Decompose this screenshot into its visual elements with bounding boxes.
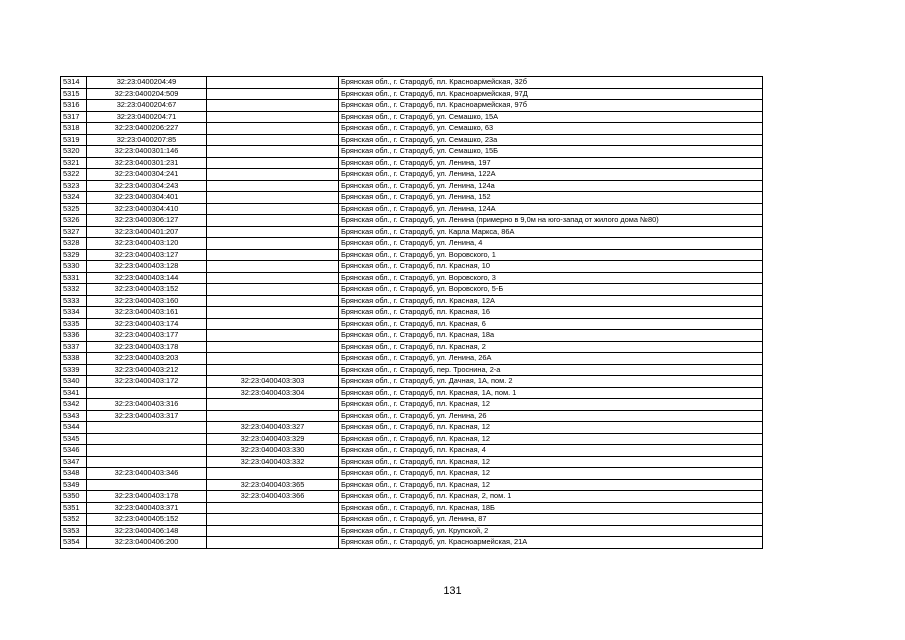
table-row xyxy=(61,341,763,353)
address-cell: Брянская обл., г. Стародуб, ул. Ленина, 152 xyxy=(339,192,763,204)
premises-cadastral-number-cell xyxy=(207,238,339,250)
table-row xyxy=(61,261,763,273)
row-number-cell: 5344 xyxy=(61,422,87,434)
premises-cadastral-number-cell xyxy=(207,502,339,514)
cadastral-number-cell: 32:23:0400204:71 xyxy=(87,111,207,123)
premises-cadastral-number-cell: 32:23:0400403:304 xyxy=(207,387,339,399)
premises-cadastral-number-cell: 32:23:0400403:303 xyxy=(207,376,339,388)
table-row xyxy=(61,479,763,491)
table-row xyxy=(61,169,763,181)
row-number-cell: 5321 xyxy=(61,157,87,169)
address-cell: Брянская обл., г. Стародуб, пл. Красная, 2, пом. 1 xyxy=(339,491,763,503)
row-number-cell: 5333 xyxy=(61,295,87,307)
premises-cadastral-number-cell xyxy=(207,111,339,123)
address-cell: Брянская обл., г. Стародуб, ул. Ленина, 122А xyxy=(339,169,763,181)
table-row xyxy=(61,192,763,204)
row-number-cell: 5352 xyxy=(61,514,87,526)
table-row xyxy=(61,77,763,89)
premises-cadastral-number-cell: 32:23:0400403:366 xyxy=(207,491,339,503)
row-number-cell: 5315 xyxy=(61,88,87,100)
address-cell: Брянская обл., г. Стародуб, ул. Воровского, 5-Б xyxy=(339,284,763,296)
premises-cadastral-number-cell xyxy=(207,249,339,261)
cadastral-number-cell: 32:23:0400403:120 xyxy=(87,238,207,250)
premises-cadastral-number-cell: 32:23:0400403:327 xyxy=(207,422,339,434)
table-row xyxy=(61,134,763,146)
table-row xyxy=(61,468,763,480)
cadastral-number-cell: 32:23:0400403:346 xyxy=(87,468,207,480)
row-number-cell: 5353 xyxy=(61,525,87,537)
premises-cadastral-number-cell xyxy=(207,134,339,146)
premises-cadastral-number-cell xyxy=(207,192,339,204)
address-cell: Брянская обл., г. Стародуб, пер. Троснина, 2-а xyxy=(339,364,763,376)
page-number: 131 xyxy=(443,585,462,597)
premises-cadastral-number-cell xyxy=(207,215,339,227)
row-number-cell: 5340 xyxy=(61,376,87,388)
address-cell: Брянская обл., г. Стародуб, пл. Красная, 12 xyxy=(339,479,763,491)
row-number-cell: 5338 xyxy=(61,353,87,365)
premises-cadastral-number-cell xyxy=(207,514,339,526)
cadastral-number-cell: 32:23:0400403:178 xyxy=(87,491,207,503)
address-cell: Брянская обл., г. Стародуб, пл. Красная, 6 xyxy=(339,318,763,330)
address-cell: Брянская обл., г. Стародуб, пл. Красная, 12 xyxy=(339,433,763,445)
cadastral-number-cell xyxy=(87,445,207,457)
address-cell: Брянская обл., г. Стародуб, ул. Дачная, 1А, пом. 2 xyxy=(339,376,763,388)
table-row xyxy=(61,364,763,376)
premises-cadastral-number-cell xyxy=(207,272,339,284)
cadastral-number-cell: 32:23:0400403:177 xyxy=(87,330,207,342)
premises-cadastral-number-cell xyxy=(207,77,339,89)
address-cell: Брянская обл., г. Стародуб, пл. Красная, 12 xyxy=(339,456,763,468)
table-row xyxy=(61,226,763,238)
cadastral-number-cell: 32:23:0400304:243 xyxy=(87,180,207,192)
cadastral-number-cell: 32:23:0400403:144 xyxy=(87,272,207,284)
address-cell: Брянская обл., г. Стародуб, ул. Воровского, 1 xyxy=(339,249,763,261)
address-cell: Брянская обл., г. Стародуб, пл. Красная, 2 xyxy=(339,341,763,353)
premises-cadastral-number-cell xyxy=(207,284,339,296)
premises-cadastral-number-cell xyxy=(207,525,339,537)
premises-cadastral-number-cell xyxy=(207,341,339,353)
premises-cadastral-number-cell xyxy=(207,295,339,307)
premises-cadastral-number-cell xyxy=(207,146,339,158)
table-row xyxy=(61,433,763,445)
row-number-cell: 5342 xyxy=(61,399,87,411)
address-cell: Брянская обл., г. Стародуб, пл. Красная, 12А xyxy=(339,295,763,307)
row-number-cell: 5346 xyxy=(61,445,87,457)
premises-cadastral-number-cell: 32:23:0400403:365 xyxy=(207,479,339,491)
table-row xyxy=(61,215,763,227)
premises-cadastral-number-cell xyxy=(207,261,339,273)
row-number-cell: 5332 xyxy=(61,284,87,296)
premises-cadastral-number-cell: 32:23:0400403:332 xyxy=(207,456,339,468)
property-registry-table xyxy=(60,76,763,549)
cadastral-number-cell: 32:23:0400206:227 xyxy=(87,123,207,135)
row-number-cell: 5317 xyxy=(61,111,87,123)
row-number-cell: 5324 xyxy=(61,192,87,204)
cadastral-number-cell: 32:23:0400301:231 xyxy=(87,157,207,169)
table-row xyxy=(61,514,763,526)
table-row xyxy=(61,180,763,192)
row-number-cell: 5350 xyxy=(61,491,87,503)
address-cell: Брянская обл., г. Стародуб, ул. Ленина, 197 xyxy=(339,157,763,169)
row-number-cell: 5323 xyxy=(61,180,87,192)
registry-table-body xyxy=(61,77,763,549)
premises-cadastral-number-cell xyxy=(207,318,339,330)
address-cell: Брянская обл., г. Стародуб, ул. Крупской, 2 xyxy=(339,525,763,537)
cadastral-number-cell: 32:23:0400403:160 xyxy=(87,295,207,307)
table-row xyxy=(61,318,763,330)
address-cell: Брянская обл., г. Стародуб, ул. Ленина, 26А xyxy=(339,353,763,365)
table-row xyxy=(61,525,763,537)
premises-cadastral-number-cell xyxy=(207,100,339,112)
row-number-cell: 5341 xyxy=(61,387,87,399)
cadastral-number-cell: 32:23:0400304:401 xyxy=(87,192,207,204)
row-number-cell: 5322 xyxy=(61,169,87,181)
address-cell: Брянская обл., г. Стародуб, пл. Красная, 12 xyxy=(339,468,763,480)
table-row xyxy=(61,88,763,100)
premises-cadastral-number-cell xyxy=(207,353,339,365)
row-number-cell: 5318 xyxy=(61,123,87,135)
address-cell: Брянская обл., г. Стародуб, ул. Семашко, 63 xyxy=(339,123,763,135)
premises-cadastral-number-cell: 32:23:0400403:329 xyxy=(207,433,339,445)
cadastral-number-cell xyxy=(87,433,207,445)
row-number-cell: 5334 xyxy=(61,307,87,319)
address-cell: Брянская обл., г. Стародуб, пл. Красная, 4 xyxy=(339,445,763,457)
table-row xyxy=(61,502,763,514)
table-row xyxy=(61,238,763,250)
address-cell: Брянская обл., г. Стародуб, пл. Красная, 16 xyxy=(339,307,763,319)
table-row xyxy=(61,284,763,296)
row-number-cell: 5337 xyxy=(61,341,87,353)
cadastral-number-cell: 32:23:0400207:85 xyxy=(87,134,207,146)
address-cell: Брянская обл., г. Стародуб, ул. Красноармейская, 21А xyxy=(339,537,763,549)
cadastral-number-cell: 32:23:0400406:148 xyxy=(87,525,207,537)
premises-cadastral-number-cell xyxy=(207,157,339,169)
row-number-cell: 5343 xyxy=(61,410,87,422)
premises-cadastral-number-cell xyxy=(207,203,339,215)
address-cell: Брянская обл., г. Стародуб, пл. Красноармейская, 97б xyxy=(339,100,763,112)
cadastral-number-cell: 32:23:0400403:178 xyxy=(87,341,207,353)
table-row xyxy=(61,249,763,261)
cadastral-number-cell: 32:23:0400405:152 xyxy=(87,514,207,526)
address-cell: Брянская обл., г. Стародуб, пл. Красная, 18Б xyxy=(339,502,763,514)
cadastral-number-cell: 32:23:0400401:207 xyxy=(87,226,207,238)
premises-cadastral-number-cell xyxy=(207,537,339,549)
table-row xyxy=(61,410,763,422)
address-cell: Брянская обл., г. Стародуб, ул. Семашко, 15А xyxy=(339,111,763,123)
cadastral-number-cell: 32:23:0400301:146 xyxy=(87,146,207,158)
row-number-cell: 5316 xyxy=(61,100,87,112)
cadastral-number-cell: 32:23:0400306:127 xyxy=(87,215,207,227)
premises-cadastral-number-cell xyxy=(207,410,339,422)
cadastral-number-cell: 32:23:0400304:410 xyxy=(87,203,207,215)
address-cell: Брянская обл., г. Стародуб, пл. Красноармейская, 32б xyxy=(339,77,763,89)
table-row xyxy=(61,272,763,284)
premises-cadastral-number-cell xyxy=(207,226,339,238)
table-row xyxy=(61,330,763,342)
cadastral-number-cell xyxy=(87,456,207,468)
cadastral-number-cell xyxy=(87,387,207,399)
address-cell: Брянская обл., г. Стародуб, ул. Ленина, 87 xyxy=(339,514,763,526)
table-row xyxy=(61,376,763,388)
premises-cadastral-number-cell xyxy=(207,123,339,135)
premises-cadastral-number-cell xyxy=(207,180,339,192)
address-cell: Брянская обл., г. Стародуб, пл. Красная, 1А, пом. 1 xyxy=(339,387,763,399)
address-cell: Брянская обл., г. Стародуб, ул. Ленина (примерно в 9,0м на юго-запад от жилого дома №80) xyxy=(339,215,763,227)
cadastral-number-cell: 32:23:0400204:49 xyxy=(87,77,207,89)
table-row xyxy=(61,295,763,307)
premises-cadastral-number-cell: 32:23:0400403:330 xyxy=(207,445,339,457)
cadastral-number-cell: 32:23:0400403:317 xyxy=(87,410,207,422)
address-cell: Брянская обл., г. Стародуб, пл. Красная, 18а xyxy=(339,330,763,342)
address-cell: Брянская обл., г. Стародуб, ул. Карла Маркса, 86А xyxy=(339,226,763,238)
table-row xyxy=(61,491,763,503)
premises-cadastral-number-cell xyxy=(207,88,339,100)
address-cell: Брянская обл., г. Стародуб, ул. Ленина, 124А xyxy=(339,203,763,215)
table-row xyxy=(61,353,763,365)
premises-cadastral-number-cell xyxy=(207,364,339,376)
row-number-cell: 5331 xyxy=(61,272,87,284)
premises-cadastral-number-cell xyxy=(207,399,339,411)
address-cell: Брянская обл., г. Стародуб, пл. Красная, 12 xyxy=(339,399,763,411)
row-number-cell: 5354 xyxy=(61,537,87,549)
row-number-cell: 5347 xyxy=(61,456,87,468)
address-cell: Брянская обл., г. Стародуб, ул. Семашко, 15Б xyxy=(339,146,763,158)
table-row xyxy=(61,422,763,434)
cadastral-number-cell: 32:23:0400403:212 xyxy=(87,364,207,376)
cadastral-number-cell: 32:23:0400403:316 xyxy=(87,399,207,411)
cadastral-number-cell: 32:23:0400406:200 xyxy=(87,537,207,549)
cadastral-number-cell: 32:23:0400403:161 xyxy=(87,307,207,319)
cadastral-number-cell: 32:23:0400403:172 xyxy=(87,376,207,388)
row-number-cell: 5320 xyxy=(61,146,87,158)
row-number-cell: 5314 xyxy=(61,77,87,89)
cadastral-number-cell: 32:23:0400204:509 xyxy=(87,88,207,100)
address-cell: Брянская обл., г. Стародуб, пл. Красная, 12 xyxy=(339,422,763,434)
address-cell: Брянская обл., г. Стародуб, пл. Красноармейская, 97Д xyxy=(339,88,763,100)
cadastral-number-cell: 32:23:0400204:67 xyxy=(87,100,207,112)
cadastral-number-cell: 32:23:0400403:127 xyxy=(87,249,207,261)
row-number-cell: 5330 xyxy=(61,261,87,273)
address-cell: Брянская обл., г. Стародуб, ул. Ленина, 4 xyxy=(339,238,763,250)
row-number-cell: 5328 xyxy=(61,238,87,250)
address-cell: Брянская обл., г. Стародуб, ул. Ленина, 26 xyxy=(339,410,763,422)
row-number-cell: 5325 xyxy=(61,203,87,215)
row-number-cell: 5339 xyxy=(61,364,87,376)
premises-cadastral-number-cell xyxy=(207,169,339,181)
premises-cadastral-number-cell xyxy=(207,330,339,342)
row-number-cell: 5326 xyxy=(61,215,87,227)
cadastral-number-cell: 32:23:0400403:152 xyxy=(87,284,207,296)
table-row xyxy=(61,100,763,112)
row-number-cell: 5329 xyxy=(61,249,87,261)
cadastral-number-cell: 32:23:0400403:128 xyxy=(87,261,207,273)
premises-cadastral-number-cell xyxy=(207,307,339,319)
table-row xyxy=(61,123,763,135)
table-row xyxy=(61,157,763,169)
cadastral-number-cell: 32:23:0400403:371 xyxy=(87,502,207,514)
row-number-cell: 5345 xyxy=(61,433,87,445)
address-cell: Брянская обл., г. Стародуб, ул. Семашко, 23а xyxy=(339,134,763,146)
table-row xyxy=(61,399,763,411)
row-number-cell: 5327 xyxy=(61,226,87,238)
table-row xyxy=(61,111,763,123)
address-cell: Брянская обл., г. Стародуб, пл. Красная, 10 xyxy=(339,261,763,273)
cadastral-number-cell: 32:23:0400403:203 xyxy=(87,353,207,365)
cadastral-number-cell: 32:23:0400403:174 xyxy=(87,318,207,330)
row-number-cell: 5336 xyxy=(61,330,87,342)
cadastral-number-cell: 32:23:0400304:241 xyxy=(87,169,207,181)
table-row xyxy=(61,146,763,158)
address-cell: Брянская обл., г. Стародуб, ул. Воровского, 3 xyxy=(339,272,763,284)
row-number-cell: 5319 xyxy=(61,134,87,146)
row-number-cell: 5351 xyxy=(61,502,87,514)
premises-cadastral-number-cell xyxy=(207,468,339,480)
cadastral-number-cell xyxy=(87,479,207,491)
table-row xyxy=(61,203,763,215)
table-row xyxy=(61,456,763,468)
address-cell: Брянская обл., г. Стародуб, ул. Ленина, 124а xyxy=(339,180,763,192)
table-row xyxy=(61,445,763,457)
cadastral-number-cell xyxy=(87,422,207,434)
table-row xyxy=(61,537,763,549)
table-row xyxy=(61,387,763,399)
row-number-cell: 5348 xyxy=(61,468,87,480)
table-row xyxy=(61,307,763,319)
row-number-cell: 5335 xyxy=(61,318,87,330)
row-number-cell: 5349 xyxy=(61,479,87,491)
